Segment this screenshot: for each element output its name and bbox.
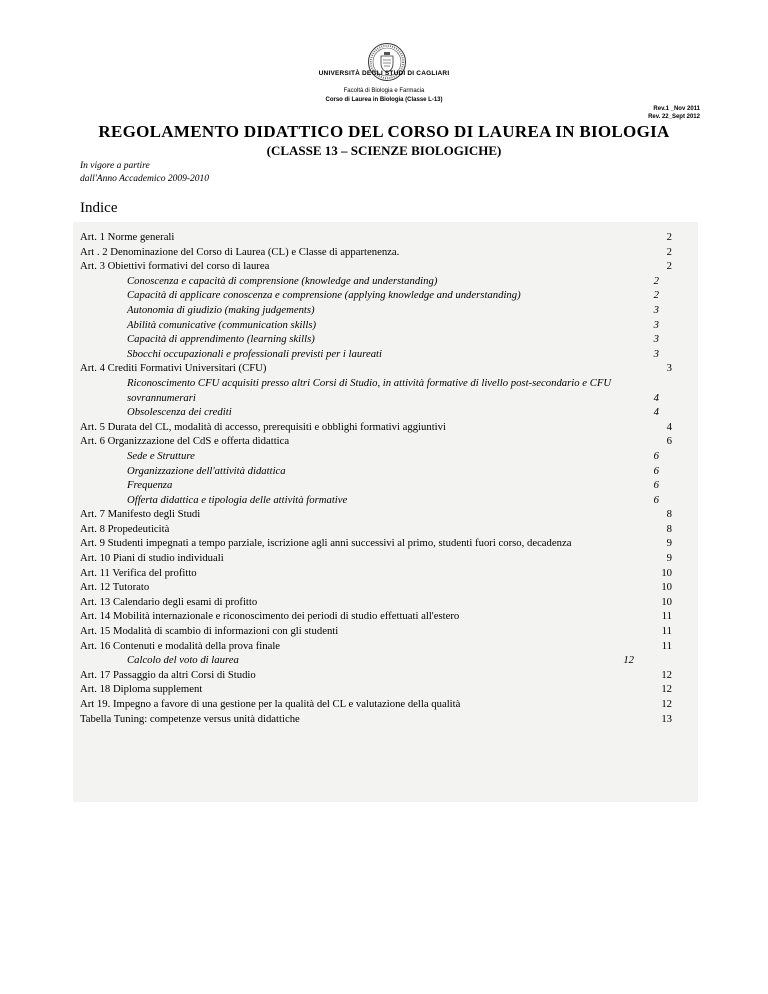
toc-entry-title: Abilità comunicative (communication skills) — [127, 318, 317, 331]
toc-entry-page: 11 — [661, 639, 672, 652]
toc-entry-title: Art. 15 Modalità di scambio di informazioni con gli studenti — [80, 625, 339, 638]
toc-entry[interactable] — [80, 259, 680, 274]
toc-entry[interactable] — [80, 434, 680, 449]
toc-entry-page: 11 — [661, 610, 672, 623]
toc-entry-title: Art. 7 Manifesto degli Studi — [80, 508, 201, 521]
toc-entry[interactable] — [80, 682, 680, 697]
toc-entry-page: 9 — [666, 552, 672, 565]
toc-entry[interactable] — [80, 595, 680, 610]
toc-entry-title: Tabella Tuning: competenze versus unità didattiche — [80, 712, 300, 725]
toc-entry[interactable] — [80, 318, 680, 333]
toc-entry-page: 2 — [666, 245, 672, 258]
toc-entry-title: Sbocchi occupazionali e professionali previsti per i laureati — [127, 347, 382, 360]
toc-entry-page: 8 — [666, 522, 672, 535]
toc-entry-title: Art . 2 Denominazione del Corso di Laurea (CL) e Classe di appartenenza. — [80, 245, 400, 258]
toc-entry[interactable] — [80, 420, 680, 435]
toc-entry-page: 4 — [666, 420, 672, 433]
toc-entry-page: 6 — [666, 435, 672, 448]
toc-entry-title: Sede e Strutture — [127, 449, 195, 462]
toc-entry[interactable] — [80, 551, 680, 566]
toc-entry-page: 2 — [666, 231, 672, 243]
toc-entry[interactable] — [80, 697, 680, 712]
toc-entry-page: 4 — [653, 406, 659, 419]
toc-entry-page: 11 — [661, 625, 672, 638]
toc-entry[interactable] — [80, 639, 680, 654]
toc-entry[interactable] — [80, 347, 680, 362]
toc-entry-title: Art. 5 Durata del CL, modalità di accesso, prerequisiti e obblighi formativi aggiuntivi — [80, 420, 446, 433]
toc-entry-title: Art. 12 Tutorato — [80, 581, 150, 594]
validity-note-line-1: In vigore a partire — [80, 161, 150, 171]
toc-entry-title: Art. 13 Calendario degli esami di profitto — [80, 595, 258, 608]
validity-note-line-2: dall'Anno Accademico 2009-2010 — [80, 174, 210, 184]
course-name: Corso di Laurea in Biologia (Classe L-13) — [325, 97, 443, 103]
toc-entry-title: Art. 16 Contenuti e modalità della prova finale — [80, 639, 281, 652]
toc-entry-page: 12 — [661, 698, 672, 710]
toc-entry[interactable] — [80, 245, 680, 260]
toc-entry[interactable] — [80, 712, 680, 727]
toc-entry-title: Art. 8 Propedeuticità — [80, 522, 170, 535]
toc-entry-title: Art. 18 Diploma supplement — [80, 683, 203, 696]
toc-entry-title: Art. 10 Piani di studio individuali — [80, 552, 224, 565]
toc-entry[interactable] — [80, 230, 680, 245]
toc-entry-title: sovrannumerari — [127, 391, 196, 404]
toc-entry-page: 3 — [653, 318, 659, 331]
toc-entry-title: Art. 11 Verifica del profitto — [80, 566, 197, 579]
toc-entry-page: 6 — [653, 464, 659, 477]
toc-entry-page: 3 — [666, 362, 672, 375]
toc-entry[interactable] — [80, 653, 680, 668]
toc-entry[interactable] — [80, 332, 680, 347]
toc-entry-page: 12 — [661, 668, 672, 681]
toc-entry-page: 4 — [653, 391, 659, 404]
toc-entry-title: Capacità di applicare conoscenza e comprensione (applying knowledge and understanding) — [127, 289, 521, 302]
toc-entry-title: Art. 9 Studenti impegnati a tempo parziale, iscrizione agli anni successivi al primo, studenti fuori corso, decadenza — [80, 537, 572, 550]
toc-entry[interactable] — [80, 391, 680, 406]
revision-1: Rev.1 _Nov 2011 — [653, 106, 700, 112]
index-heading: Indice — [80, 200, 118, 216]
toc-entry-title: Art. 1 Norme generali — [80, 231, 175, 243]
toc-entry-page: 2 — [653, 274, 659, 287]
toc-entry[interactable] — [80, 493, 680, 508]
toc-entry[interactable] — [80, 624, 680, 639]
toc-entry-title: Art. 6 Organizzazione del CdS e offerta didattica — [80, 435, 290, 448]
document-subtitle: (CLASSE 13 – SCIENZE BIOLOGICHE) — [266, 143, 502, 158]
revision-2: Rev. 22_Sept 2012 — [648, 114, 700, 120]
toc-entry[interactable] — [80, 303, 680, 318]
toc-entry-title: Offerta didattica e tipologia delle attività formative — [127, 493, 348, 506]
toc-entry[interactable] — [80, 361, 680, 376]
toc-entry-page: 3 — [653, 303, 659, 316]
document-title: REGOLAMENTO DIDATTICO DEL CORSO DI LAUREA IN BIOLOGIA — [98, 122, 670, 141]
toc-entry-page: 10 — [661, 581, 672, 594]
toc-entry[interactable] — [80, 522, 680, 537]
toc-entry-page: 12 — [661, 683, 672, 696]
toc-entry-page: 10 — [661, 566, 672, 579]
validity-note — [80, 160, 209, 186]
toc-entry[interactable] — [80, 478, 680, 493]
toc-entry-page: 12 — [623, 654, 634, 667]
toc-entry-page: 3 — [653, 333, 659, 346]
toc-entry-title: Capacità di apprendimento (learning skills) — [127, 333, 315, 346]
toc-entry[interactable] — [80, 274, 680, 289]
toc-entry-page: 9 — [666, 537, 672, 550]
table-of-contents — [80, 230, 680, 726]
university-name: UNIVERSITÀ DEGLI STUDI DI CAGLIARI — [318, 70, 450, 77]
toc-entry-page: 10 — [661, 595, 672, 608]
toc-entry-page: 13 — [661, 712, 672, 725]
toc-entry-title: Riconoscimento CFU acquisiti presso altri Corsi di Studio, in attività formative di livello post-secondario e CFU — [127, 376, 612, 389]
toc-entry[interactable] — [80, 580, 680, 595]
toc-entry[interactable] — [80, 376, 680, 391]
faculty-name: Facoltà di Biologia e Farmacia — [343, 88, 425, 94]
toc-entry[interactable] — [80, 609, 680, 624]
toc-entry-page: 3 — [653, 347, 659, 360]
toc-entry-title: Autonomia di giudizio (making judgements) — [127, 303, 315, 316]
toc-entry-page: 6 — [653, 449, 659, 462]
toc-entry-title: Art. 17 Passaggio da altri Corsi di Studio — [80, 668, 256, 681]
toc-entry-title: Art. 3 Obiettivi formativi del corso di laurea — [80, 260, 270, 273]
toc-entry-title: Calcolo del voto di laurea — [127, 654, 239, 667]
toc-entry[interactable] — [80, 536, 680, 551]
toc-entry[interactable] — [80, 405, 680, 420]
toc-entry-title: Obsolescenza dei crediti — [127, 406, 232, 419]
toc-entry[interactable] — [80, 668, 680, 683]
toc-entry-title: Art 19. Impegno a favore di una gestione per la qualità del CL e valutazione della qualità — [80, 698, 461, 710]
toc-entry[interactable] — [80, 566, 680, 581]
toc-entry-page: 6 — [653, 493, 659, 506]
toc-entry-page: 8 — [666, 508, 672, 521]
toc-entry[interactable] — [80, 288, 680, 303]
toc-entry-title: Frequenza — [127, 479, 173, 492]
toc-entry-title: Art. 4 Crediti Formativi Universitari (CFU) — [80, 362, 267, 375]
toc-entry-page: 2 — [666, 260, 672, 273]
toc-entry-page: 6 — [653, 479, 659, 492]
toc-entry[interactable] — [80, 449, 680, 464]
toc-entry-title: Organizzazione dell'attività didattica — [127, 464, 286, 477]
toc-entry-title: Art. 14 Mobilità internazionale e riconoscimento dei periodi di studio effettuati all'estero — [80, 610, 460, 623]
toc-entry-title: Conoscenza e capacità di comprensione (knowledge and understanding) — [127, 274, 438, 287]
toc-entry-page: 2 — [653, 289, 659, 302]
toc-entry[interactable] — [80, 464, 680, 479]
toc-entry[interactable] — [80, 507, 680, 522]
revision-info — [648, 105, 700, 121]
